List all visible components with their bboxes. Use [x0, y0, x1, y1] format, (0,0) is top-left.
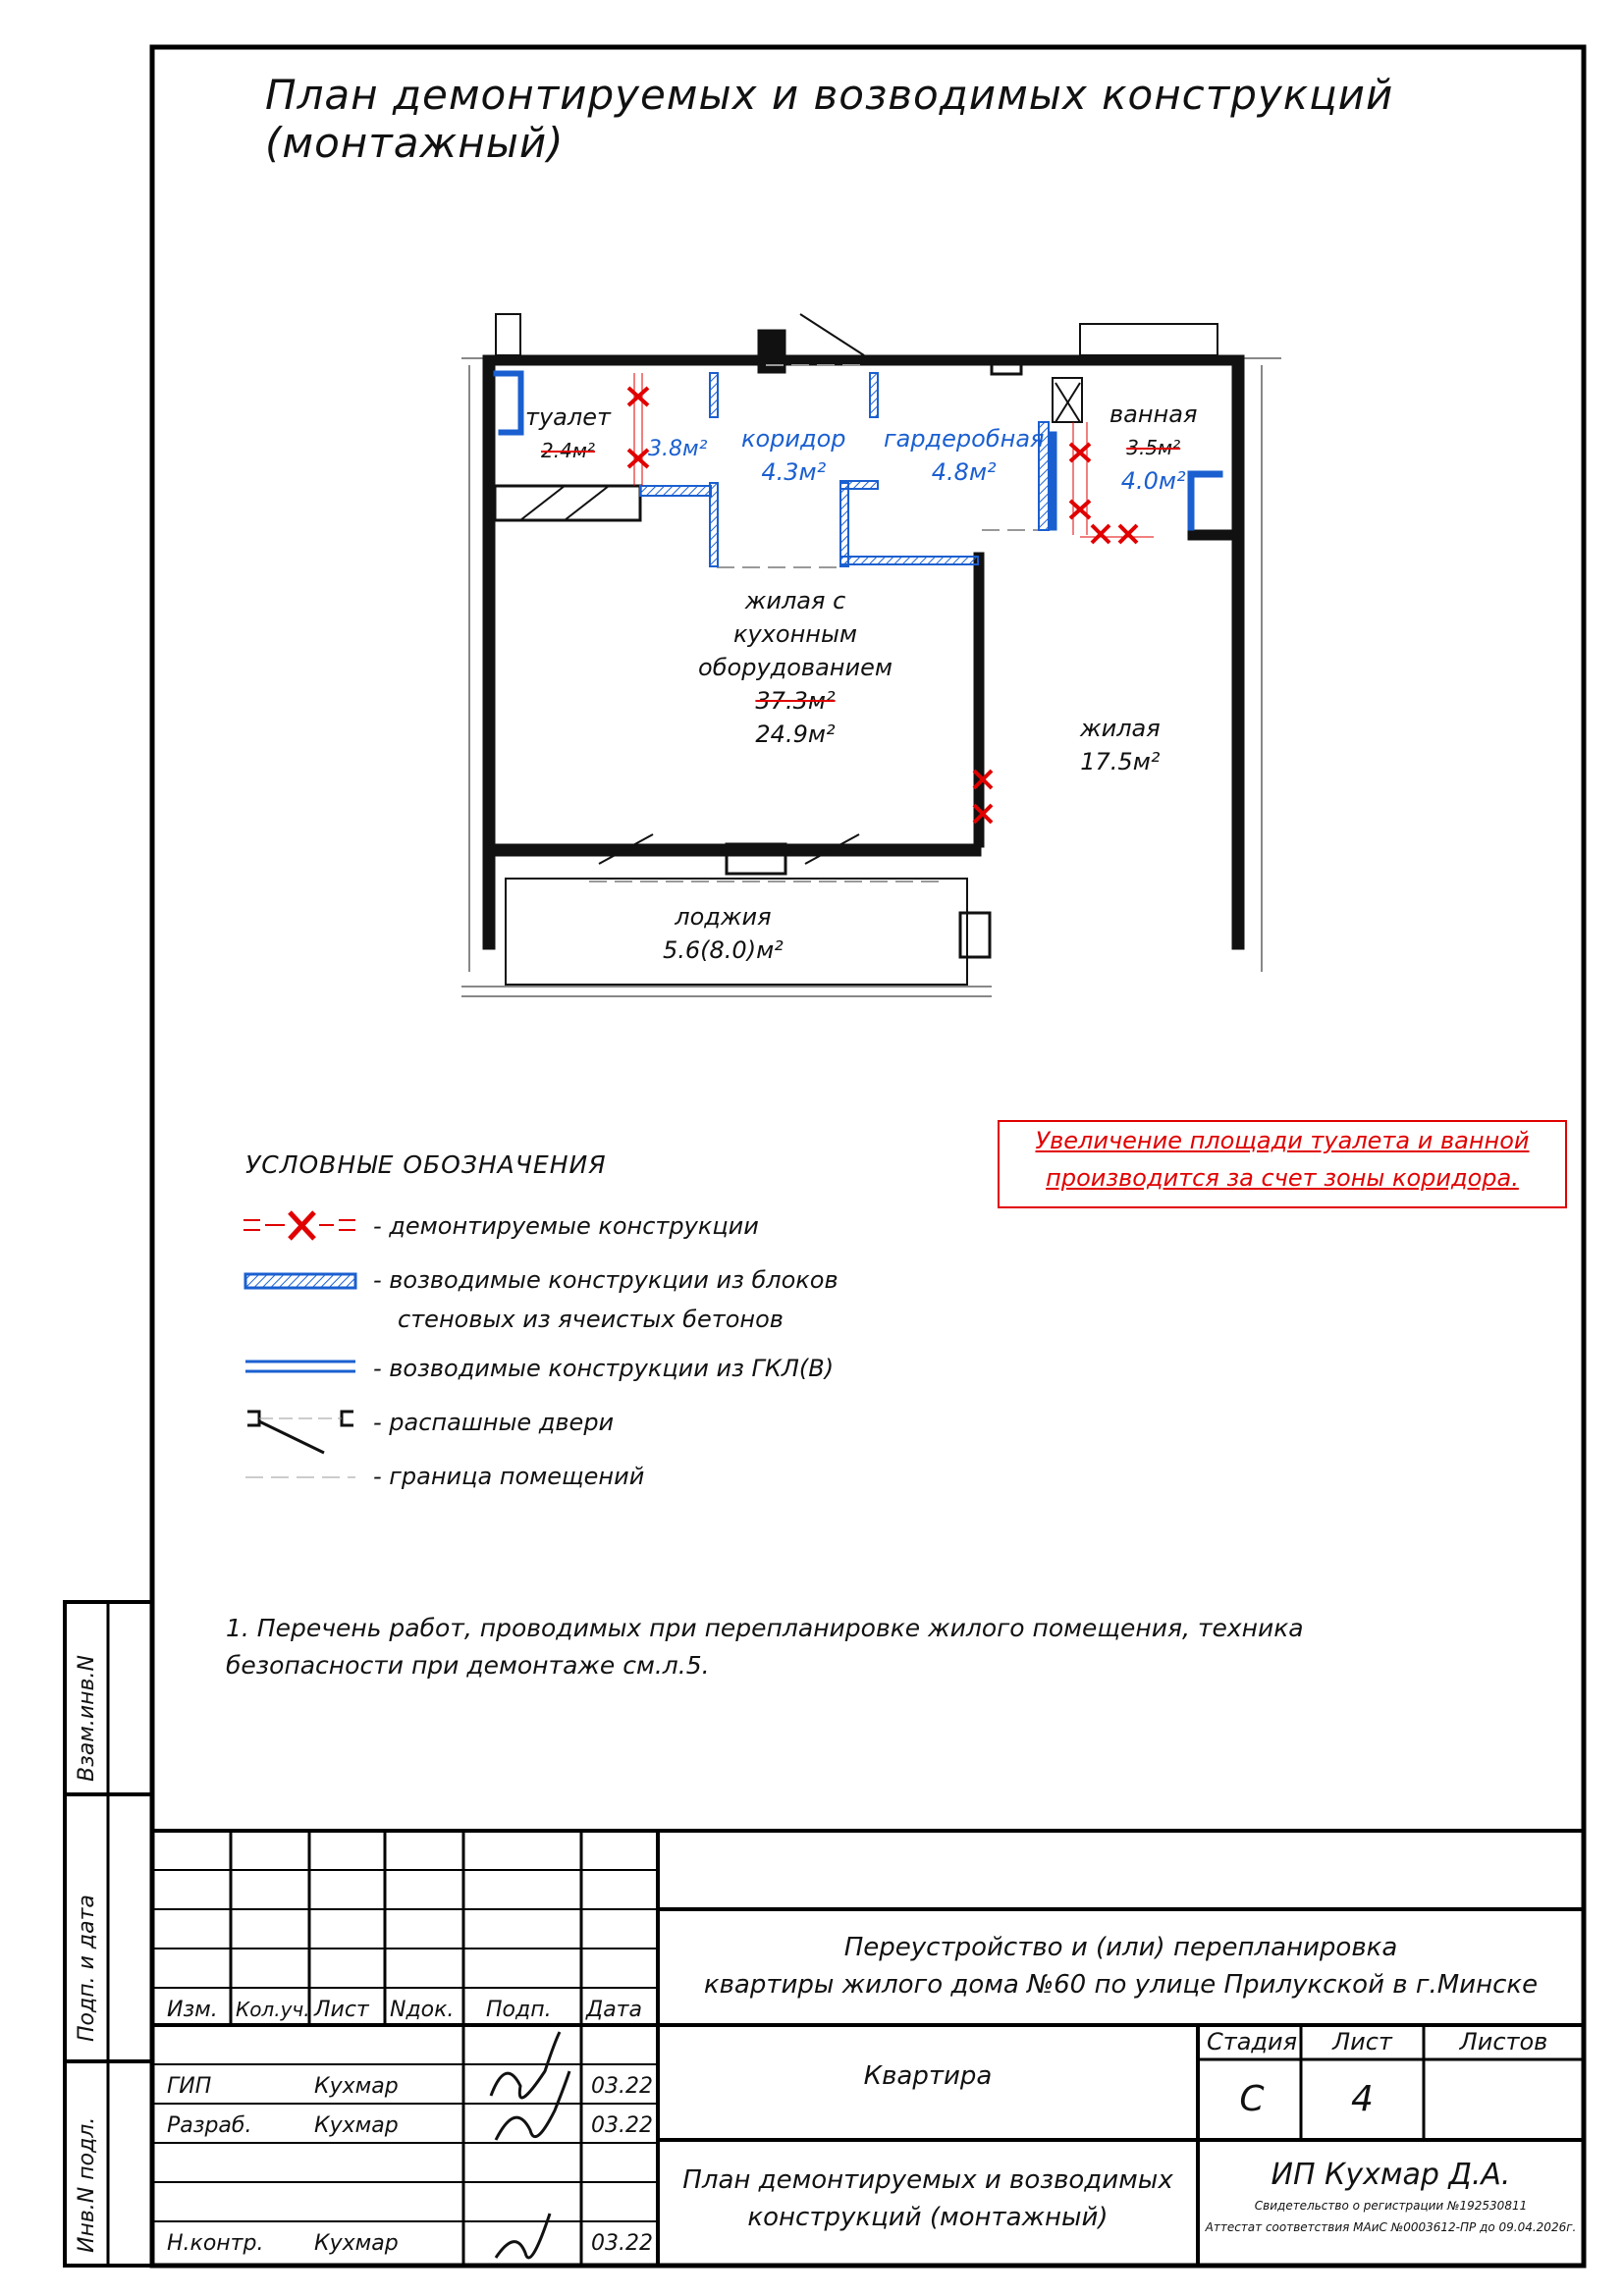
room-loggia [663, 900, 784, 967]
drawing-sheet: План демонтируемых и возводимых конструкций (монтажный) туалет 2.4м² 3.8м² коридор 4.3м² гардеробная 4.8м² ванная 3.5м² 4.0м² жилая с кухонным оборудованием 37.3м² 24.9м² жилая 17.5м² лоджия 5.6(8.0)м² Увеличение площади туалета и ванной производится за счет зоны коридора. УСЛОВНЫЕ ОБОЗНАЧЕНИЯ - демонтируемые конструкции - возводимые конструкции из блоков стеновых из ячеистых бетонов - возводимые конструкции из ГКЛ(В) - распашные двери - граница помещений 1. Перечень работ, проводимых при перепланировке жилого помещения, техника безопасности при демонтаже см.л.5. Взам.инв.N Подп. и дата Инв.N подл. Изм. Кол.уч. Лист Nдок. Подп. Дата ГИП Кухмар 03.22 Разраб. Кухмар 03.22 Н.контр. Кухмар 03.22 Переустройство и (или) перепланировка квартиры жилого дома №60 по улице Прилукской в г.Минске Квартира План демонтируемых и возводимых конструкций (монтажный) Стадия Лист Листов С 4 ИП Кухмар Д.А. Свидетельство о регистрации №192530811 Аттестат соответствия МАиС №0003612-ПР до 09.04.2026г. [0, 0, 1623, 2296]
room-living-kitchen-name2: оборудованием [698, 654, 893, 681]
tb-project-line2: квартиры жилого дома №60 по улице Прилукской в г.Минске [703, 1970, 1539, 2000]
legend-item-gkl-wall: - возводимые конструкции из ГКЛ(В) [373, 1355, 835, 1382]
legend-symbols [243, 1212, 355, 1477]
room-bathroom-name: ванная [1109, 400, 1198, 428]
room-bathroom-old-area: 3.5м² [1126, 436, 1181, 459]
legend-item-demolition: - демонтируемые конструкции [373, 1212, 759, 1240]
tb-row-name: Кухмар [314, 2074, 399, 2099]
note-box [998, 1120, 1567, 1208]
legend-item-boundary: - граница помещений [373, 1463, 645, 1490]
tb-project [658, 1929, 1584, 2003]
tb-stage-label: Стадия [1206, 2028, 1298, 2056]
tb-sheet-name-line2: конструкций (монтажный) [747, 2203, 1109, 2232]
room-wardrobe-name: гардеробная [884, 425, 1045, 453]
tb-sheet: 4 [1351, 2079, 1374, 2119]
room-living [1080, 712, 1161, 778]
room-loggia-area: 5.6(8.0)м² [663, 936, 784, 964]
room-toilet-new-area: 3.8м² [648, 437, 708, 461]
tb-stage: С [1239, 2079, 1265, 2119]
tb-row-name: Кухмар [314, 2231, 399, 2256]
room-corridor [741, 422, 846, 489]
room-wardrobe-area: 4.8м² [931, 458, 997, 486]
remark: 1. Перечень работ, проводимых при перепланировке жилого помещения, техника безопасности при демонтаже см.л.5. [226, 1614, 1304, 1680]
tb-row-name: Кухмар [314, 2113, 399, 2138]
room-toilet [525, 400, 611, 467]
tb-row-date: 03.22 [591, 2113, 653, 2138]
tb-object: Квартира [863, 2061, 993, 2091]
tb-row-date: 03.22 [591, 2231, 653, 2256]
sheet-title: План демонтируемых и возводимых конструкций (монтажный) [265, 71, 1394, 167]
room-wardrobe [884, 422, 1044, 489]
legend-item-block-wall: - возводимые конструкции из блоков [373, 1266, 839, 1294]
tb-header-data: Дата [586, 1998, 642, 2022]
note-line1: Увеличение площади туалета и ванной [1035, 1127, 1530, 1154]
room-living-area: 17.5м² [1080, 748, 1161, 775]
signatures [491, 2032, 569, 2258]
room-toilet-name: туалет [525, 403, 611, 431]
room-living-kitchen-new-area: 24.9м² [755, 721, 836, 748]
room-living-kitchen-old-area: 37.3м² [755, 687, 836, 715]
room-living-kitchen-name1: жилая с кухонным [732, 587, 858, 648]
note-line2: производится за счет зоны коридора. [1046, 1164, 1519, 1192]
room-corridor-area: 4.3м² [761, 458, 827, 486]
tb-sheet-name-line1: План демонтируемых и возводимых [682, 2165, 1173, 2195]
tb-header-list: Лист [314, 1998, 369, 2022]
tb-sheet-name [658, 2162, 1198, 2236]
side-stamp-inv: Инв.N подл. [75, 2116, 99, 2253]
tb-header-koluch: Кол.уч. [236, 1998, 310, 2021]
tb-cert2: Аттестат соответствия МАиС №0003612-ПР до 09.04.2026г. [1205, 2220, 1577, 2234]
tb-row-role: ГИП [167, 2074, 212, 2099]
room-living-kitchen [682, 584, 908, 751]
legend-item-door: - распашные двери [373, 1409, 615, 1436]
room-loggia-name: лоджия [675, 903, 772, 931]
tb-header-podp: Подп. [486, 1998, 552, 2022]
tb-project-line1: Переустройство и (или) перепланировка [843, 1933, 1398, 1962]
tb-row-role: Разраб. [167, 2113, 252, 2138]
room-bathroom-new-area: 4.0м² [1120, 467, 1186, 495]
tb-cert1: Свидетельство о регистрации №192530811 [1254, 2199, 1528, 2213]
room-living-name: жилая [1080, 715, 1161, 742]
tb-row-role: Н.контр. [167, 2231, 264, 2256]
tb-header-ndok: Nдок. [390, 1998, 455, 2022]
tb-sheet-label: Лист [1332, 2028, 1392, 2056]
tb-header-izm: Изм. [167, 1998, 218, 2022]
side-stamp-podp: Подп. и дата [75, 1895, 99, 2042]
tb-sheets-label: Листов [1459, 2028, 1548, 2056]
tb-row-date: 03.22 [591, 2074, 653, 2099]
legend-title: УСЛОВНЫЕ ОБОЗНАЧЕНИЯ [245, 1150, 607, 1179]
room-corridor-name: коридор [741, 425, 846, 453]
legend-item-block-wall-2: стеновых из ячеистых бетонов [398, 1306, 784, 1333]
tb-company: ИП Кухмар Д.А. [1271, 2158, 1511, 2192]
room-toilet-old-area: 2.4м² [541, 439, 595, 462]
room-bathroom [1109, 398, 1197, 498]
